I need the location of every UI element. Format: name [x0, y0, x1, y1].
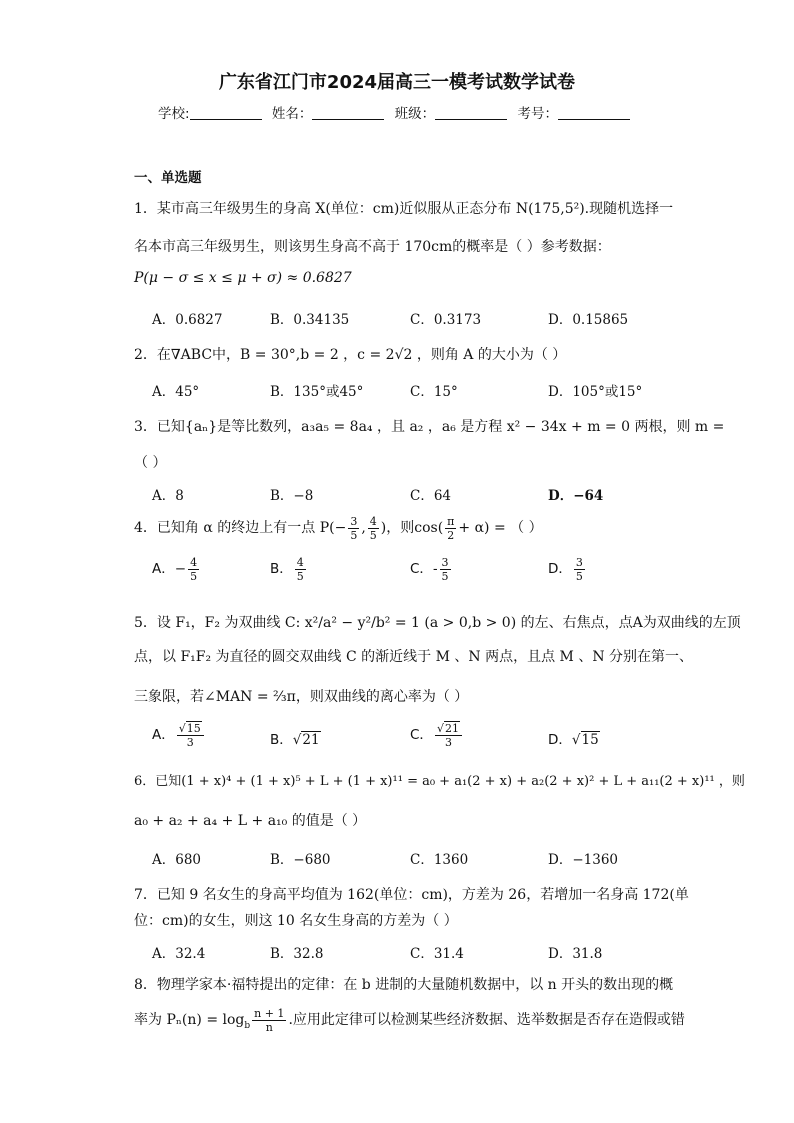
q6-line1: 6．已知(1 + x)⁴ + (1 + x)⁵ + L + (1 + x)¹¹ = a₀ + a₁(2 + x) + a₂(2 + x)² + L + a₁₁(2 + x)¹¹ ，则	[134, 774, 745, 789]
q4-prefix: 4．已知角 α 的终边上有一点 P(−	[134, 520, 347, 536]
q8-line2	[134, 1006, 685, 1040]
q2-line1: 2．在∇ABC中，B = 30°,b = 2 ，c = 2√2 ，则角 A 的大小为（ ）	[134, 347, 567, 363]
q7-option-a[interactable]: A．32.4	[152, 946, 206, 962]
q8-prefix: 率为 Pₙ(n) = log	[134, 1012, 245, 1028]
q1-line3: P(μ − σ ≤ x ≤ μ + σ) ≈ 0.6827	[134, 270, 352, 286]
q7-option-b[interactable]: B．32.8	[270, 946, 324, 962]
q4-option-d[interactable]: D． $\frac{3}{5}$	[548, 556, 583, 583]
name-blank[interactable]	[312, 106, 384, 120]
q1-option-a[interactable]: A．0.6827	[152, 312, 223, 328]
q4-cos-fraction: $\frac{\pi}{2}$	[447, 514, 455, 542]
q5-option-d[interactable]: D．√15	[548, 732, 599, 748]
school-blank[interactable]	[190, 106, 262, 120]
q1-option-b[interactable]: B．0.34135	[270, 312, 350, 328]
q3-line2: （ ）	[134, 455, 167, 471]
q6-option-b[interactable]: B．−680	[270, 852, 331, 868]
q2-option-d[interactable]: D．105°或15°	[548, 384, 643, 400]
q8-log-base: b	[244, 1020, 251, 1031]
q5-line2: 点，以 F₁F₂ 为直径的圆交双曲线 C 的渐近线于 M 、N 两点，且点 M 、N 分别在第一、	[134, 649, 694, 665]
q3-option-c[interactable]: C．64	[410, 488, 452, 504]
student-info-row	[0, 102, 794, 122]
school-label: 学校:	[158, 106, 190, 122]
q3-option-d[interactable]: D．−64	[548, 488, 604, 504]
q8-suffix: .应用此定律可以检测某些经济数据、选举数据是否存在造假或错	[288, 1012, 685, 1028]
class-blank[interactable]	[435, 106, 507, 120]
q5-option-c[interactable]: C． $\frac{√21}{3}$	[410, 722, 464, 749]
q4-option-c[interactable]: C．- $\frac{3}{5}$	[410, 556, 449, 583]
q7-option-d[interactable]: D．31.8	[548, 946, 603, 962]
q7-option-c[interactable]: C．31.4	[410, 946, 464, 962]
q2-option-a[interactable]: A．45°	[152, 384, 200, 400]
q3-option-a[interactable]: A．8	[152, 488, 184, 504]
q7-line2: 位：cm)的女生，则这 10 名女生身高的方差为（ ）	[134, 913, 458, 929]
q8-log-fraction: $\frac{n + 1}{n}$	[254, 1006, 285, 1034]
section-title: 一、单选题	[134, 170, 202, 186]
q8-line1: 8．物理学家本·福特提出的定律：在 b 进制的大量随机数据中，以 n 开头的数出现的概	[134, 977, 674, 993]
exam-title: 广东省江门市2024届高三一模考试数学试卷	[218, 72, 576, 93]
q1-option-c[interactable]: C．0.3173	[410, 312, 482, 328]
q4-px-fraction: $\frac{3}{5}$	[350, 514, 358, 542]
q4-suffix: + α) = （ ）	[458, 520, 543, 536]
q1-line2: 名本市高三年级男生，则该男生身高不高于 170cm的概率是（ ）参考数据：	[134, 239, 611, 255]
q4-mid: )，则cos(	[380, 520, 444, 536]
q5-line3: 三象限，若∠MAN = ⅔π，则双曲线的离心率为（ ）	[134, 689, 469, 705]
q2-option-b[interactable]: B．135°或45°	[270, 384, 364, 400]
q4-option-b[interactable]: B． $\frac{4}{5}$	[270, 556, 304, 583]
q1-line1: 1．某市高三年级男生的身高 X(单位：cm)近似服从正态分布 N(175,5²).现随机选择一	[134, 201, 674, 217]
q7-line1: 7．已知 9 名女生的身高平均值为 162(单位：cm)，方差为 26，若增加一名身高 172(单	[134, 887, 689, 903]
q4-option-a[interactable]: A．− $\frac{4}{5}$	[152, 556, 198, 583]
q5-line1: 5．设 F₁，F₂ 为双曲线 C: x²/a² − y²/b² = 1 (a > 0,b > 0) 的左、右焦点，点A为双曲线的左顶	[134, 615, 741, 631]
name-label: 姓名：	[271, 106, 313, 122]
class-label: 班级：	[394, 106, 436, 122]
exam-no-blank[interactable]	[558, 106, 630, 120]
q3-line1: 3．已知{aₙ}是等比数列，a₃a₅ = 8a₄ ，且 a₂ ，a₆ 是方程 x² − 34x + m = 0 两根，则 m =	[134, 419, 725, 435]
q2-option-c[interactable]: C．15°	[410, 384, 458, 400]
q6-option-c[interactable]: C．1360	[410, 852, 469, 868]
q5-option-b[interactable]: B．√21	[270, 732, 320, 748]
q6-option-d[interactable]: D．−1360	[548, 852, 618, 868]
q4-py-fraction: $\frac{4}{5}$	[369, 514, 377, 542]
q1-option-d[interactable]: D．0.15865	[548, 312, 629, 328]
q6-line2: a₀ + a₂ + a₄ + L + a₁₀ 的值是（ ）	[134, 813, 367, 829]
q4-line1: 4．已知角 α 的终边上有一点 P(− $\frac{3}{5}$ , $\frac{4}{5}$ )，则cos( $\frac{\pi}{2}$ + α) = （ ）	[134, 514, 543, 542]
q3-option-b[interactable]: B．−8	[270, 488, 314, 504]
q6-option-a[interactable]: A．680	[152, 852, 202, 868]
q5-option-a[interactable]: A． $\frac{√15}{3}$	[152, 722, 206, 749]
exam-no-label: 考号：	[517, 106, 558, 122]
